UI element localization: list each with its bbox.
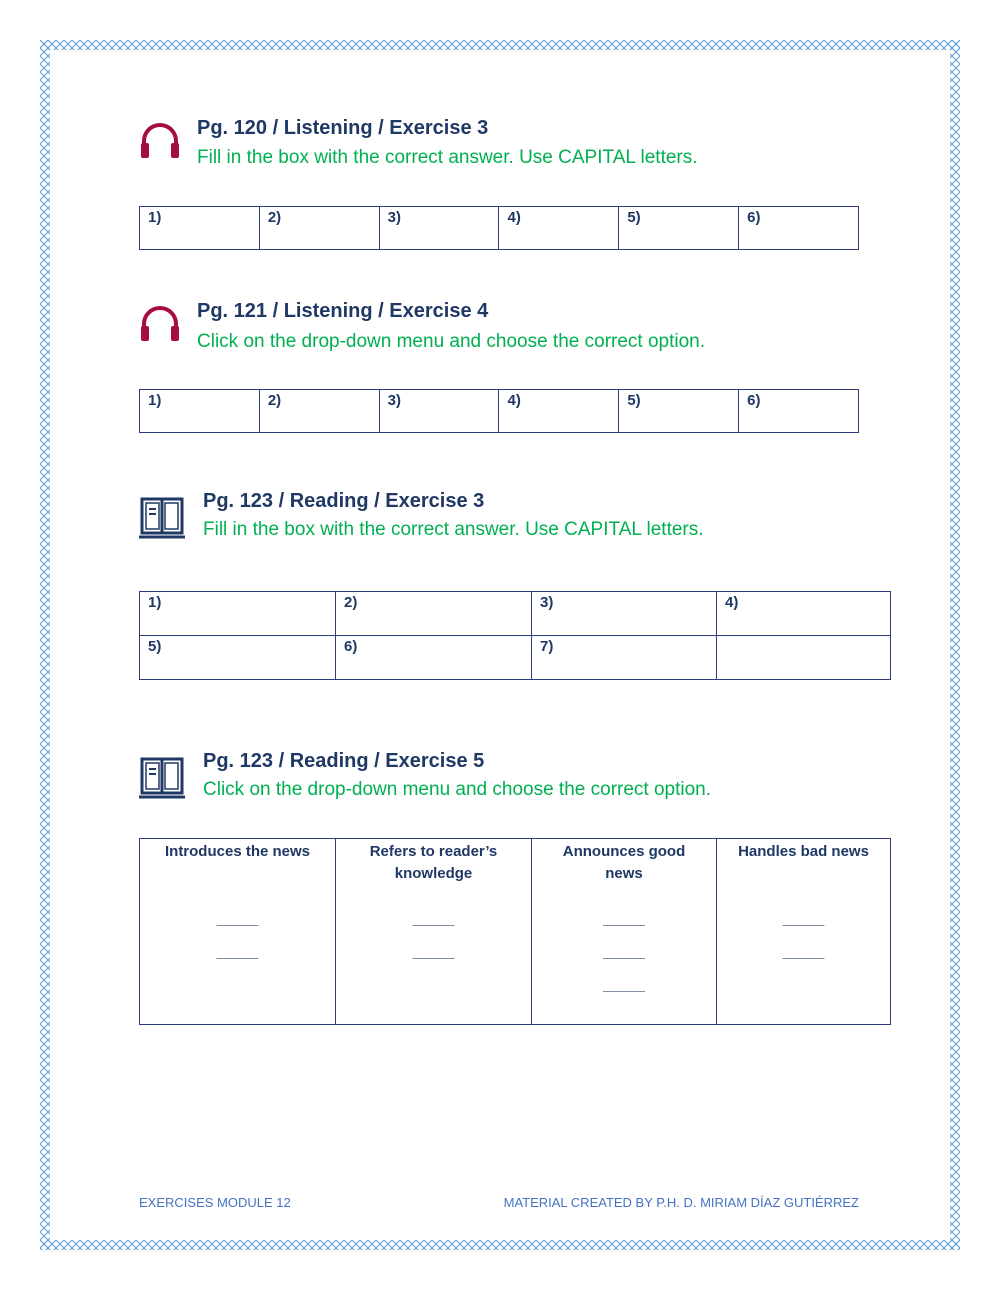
section-instruction: Click on the drop-down menu and choose the correct option. [203,779,712,800]
answer-cell[interactable] [532,636,717,680]
answer-cell[interactable] [739,207,859,250]
answer-table [139,591,891,680]
answer-cell[interactable] [140,592,336,636]
cell-number: 1) [148,209,162,226]
section-title: Pg. 120 / Listening / Exercise 3 [197,117,489,139]
answer-cell[interactable] [619,207,739,250]
footer-right: MATERIAL CREATED BY P.H. D. MIRIAM DÍAZ GUTIÉRREZ [503,1195,859,1210]
cell-number: 5) [627,392,641,409]
answer-input[interactable] [268,226,363,240]
column-header: Introduces the news [164,843,311,860]
cell-number: 1) [148,594,162,611]
category-column [140,839,336,1025]
category-column [532,839,717,1025]
cell-number: 3) [387,392,401,409]
section-title: Pg. 121 / Listening / Exercise 4 [197,300,489,322]
answer-input[interactable] [148,611,304,625]
answer-cell[interactable] [499,207,619,250]
dropdown-cell[interactable] [619,390,739,433]
answer-table [139,838,891,1025]
answer-cell[interactable] [140,636,336,680]
cell-number: 2) [267,392,282,409]
column-header: Refers to reader’s knowledge [369,843,498,882]
dropdown-blank[interactable]: _____ [216,944,259,961]
cell-number: 2) [344,594,358,611]
answer-table [139,206,859,250]
answer-input[interactable] [725,611,863,625]
cell-number: 3) [387,209,401,226]
dropdown-cell[interactable] [499,390,619,433]
column-header: Announces good news [562,843,686,882]
cell-number: 5) [148,638,162,655]
answer-input[interactable] [344,655,500,669]
book-icon [138,755,188,806]
answer-input[interactable] [507,226,602,240]
answer-input[interactable] [540,655,687,669]
section-instruction: Fill in the box with the correct answer. Use CAPITAL letters. [203,519,704,540]
dropdown-blank[interactable]: _____ [216,911,259,928]
answer-cell[interactable] [336,592,532,636]
footer-left: EXERCISES MODULE 12 [139,1195,291,1210]
answer-cell[interactable] [717,592,891,636]
cell-number [717,636,890,638]
dropdown-blank[interactable]: _____ [412,911,455,928]
book-icon [138,495,188,546]
answer-cell[interactable] [532,592,717,636]
dropdown-cell[interactable] [140,390,260,433]
section-title: Pg. 123 / Reading / Exercise 3 [203,490,485,512]
cell-number: 7) [540,638,554,655]
section-instruction: Click on the drop-down menu and choose the correct option. [197,331,706,352]
cell-number: 3) [540,594,554,611]
section-title: Pg. 123 / Reading / Exercise 5 [203,750,485,772]
cell-number: 6) [747,209,761,226]
category-column [717,839,891,1025]
dropdown-blank[interactable]: _____ [782,911,825,928]
dropdown-cell[interactable] [259,390,379,433]
column-header: Handles bad news [738,843,869,860]
answer-table [139,389,859,433]
answer-input[interactable] [388,226,483,240]
cell-number: 4) [507,392,521,409]
section-instruction: Fill in the box with the correct answer. Use CAPITAL letters. [197,147,698,168]
answer-input[interactable] [540,611,687,625]
cell-number: 5) [627,209,641,226]
dropdown-cell[interactable] [379,390,499,433]
answer-cell[interactable] [259,207,379,250]
empty-cell [717,636,891,680]
answer-input[interactable] [747,226,842,240]
answer-cell[interactable] [379,207,499,250]
answer-input[interactable] [344,611,500,625]
dropdown-cell[interactable] [739,390,859,433]
cell-number: 6) [747,392,761,409]
answer-cell[interactable] [336,636,532,680]
category-column [336,839,532,1025]
dropdown-blank[interactable]: _____ [412,944,455,961]
cell-number: 6) [344,638,358,655]
answer-input[interactable] [148,226,243,240]
answer-input[interactable] [627,226,722,240]
dropdown-blank[interactable]: _____ [603,977,645,994]
dropdown-blank[interactable]: _____ [603,944,645,961]
headphones-icon [138,121,182,166]
cell-number: 1) [148,392,162,409]
cell-number: 4) [725,594,739,611]
cell-number: 2) [267,209,282,226]
headphones-icon [138,304,182,349]
dropdown-blank[interactable]: _____ [603,911,645,928]
dropdown-blank[interactable]: _____ [782,944,825,961]
cell-number: 4) [507,209,521,226]
answer-input[interactable] [148,655,304,669]
answer-cell[interactable] [140,207,260,250]
